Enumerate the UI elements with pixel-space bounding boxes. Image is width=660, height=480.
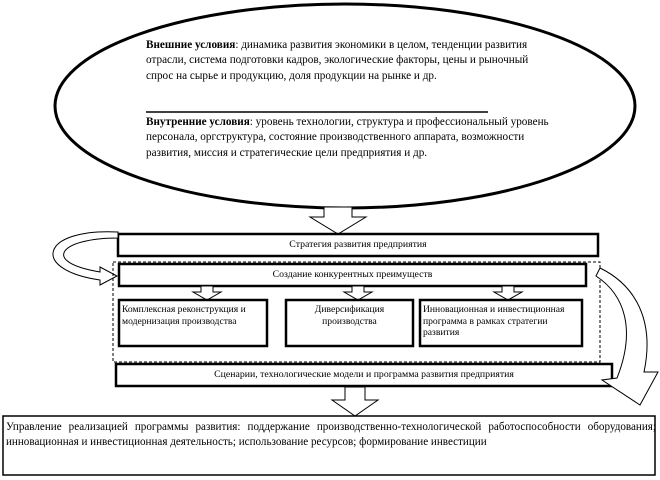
arrow-to-direction-3 <box>494 286 522 300</box>
scenarios-label: Сценарии, технологические модели и программа развития предприятия <box>214 369 514 380</box>
external-conditions-body: : динамика развития экономики в целом, тенденции развития отрасли, система подготовки кадров, экологические факторы, цены и рыночный спрос на сырье и продукцию, доля продукции на рынке и др. <box>146 39 529 82</box>
direction-label-2: Диверсификация производства <box>314 304 385 327</box>
direction-label-3: Инновационная и инвестиционная программа в рамках стратегии развития <box>423 304 565 338</box>
strategy-label: Стратегия развития предприятия <box>289 239 427 250</box>
arrow-to-direction-1 <box>193 286 221 300</box>
arrow-to-direction-2 <box>344 286 372 300</box>
arrow-ellipse-to-strategy <box>310 207 366 234</box>
advantages-label: Создание конкурентных преимуществ <box>272 269 433 280</box>
direction-label-1: Комплексная реконструкция и модернизация производства <box>122 304 246 327</box>
management-text: Управление реализацией программы развития: поддержание производственно-технологической работоспособности оборудования; инновационная и инвестиционная деятельность; использование ресурсов; формирование инвестиции <box>6 421 656 449</box>
external-conditions-heading: Внешние условия <box>146 39 236 51</box>
internal-conditions-heading: Внутренние условия <box>146 116 250 128</box>
arrow-scenarios-to-management <box>332 387 378 416</box>
external-conditions-text <box>146 38 558 84</box>
left-feedback-arrow <box>53 232 118 285</box>
internal-conditions-body: : уровень технологии, структура и профессиональный уровень персонала, оргструктура, состояние производственного аппарата, возможности развития, миссия и стратегические цели предприятия и др. <box>146 116 549 159</box>
internal-conditions-text <box>146 115 558 161</box>
environment-ellipse <box>55 4 635 208</box>
